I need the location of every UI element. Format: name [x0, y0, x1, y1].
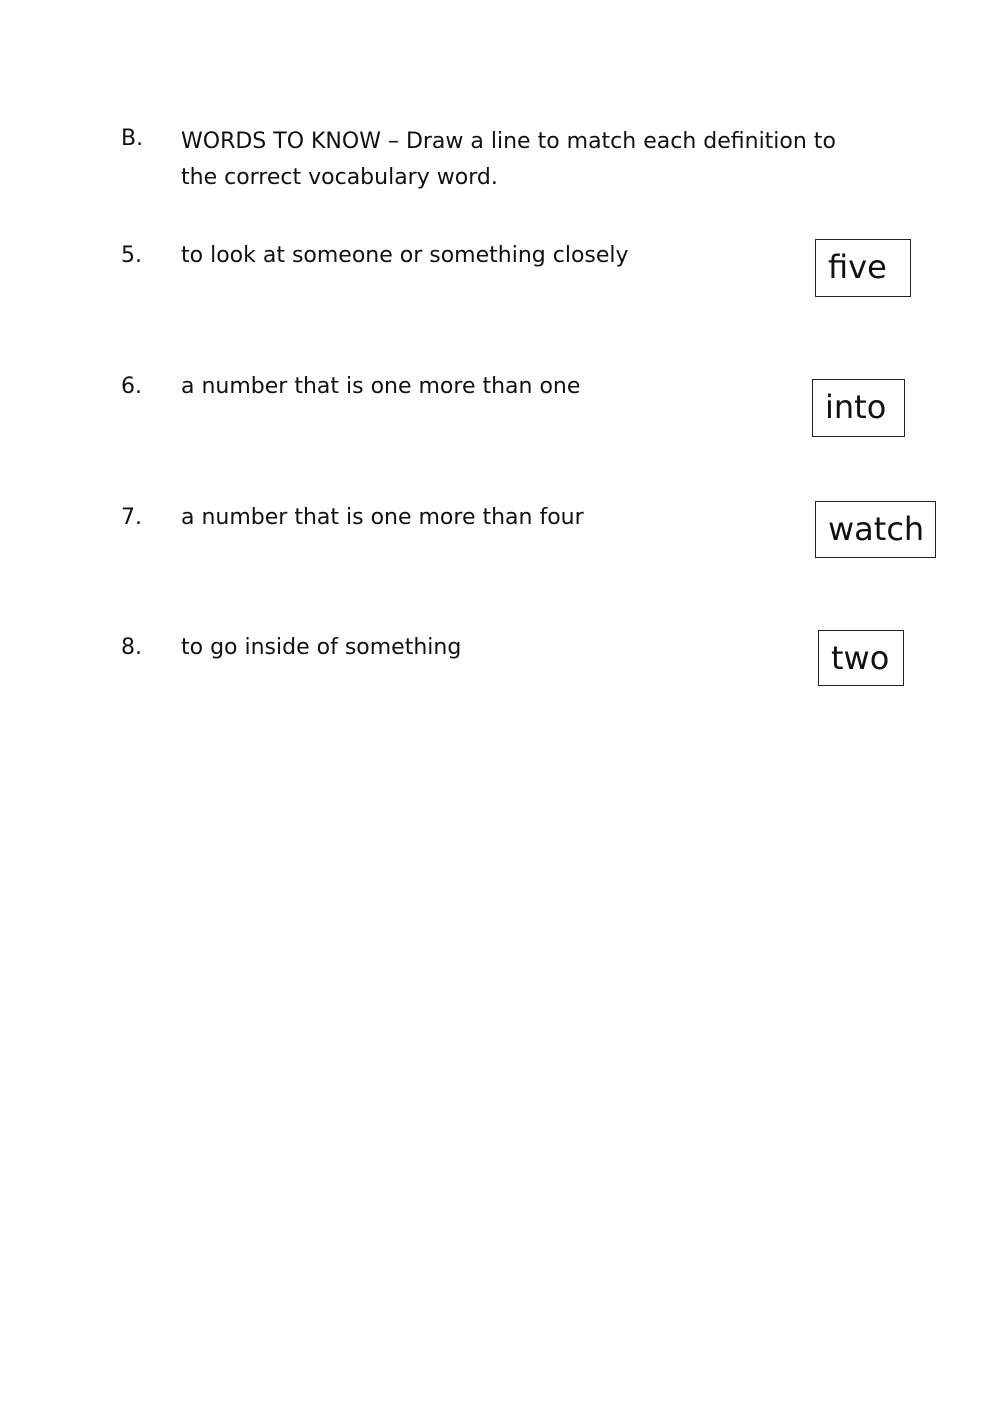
item-number: 5. — [121, 243, 142, 268]
item-number: 7. — [121, 505, 142, 530]
section-instructions: WORDS TO KNOW – Draw a line to match each definition to the correct vocabulary word. — [181, 129, 836, 190]
item-definition: to look at someone or something closely — [181, 243, 629, 268]
item-number: 6. — [121, 374, 142, 399]
word-box-five[interactable]: five — [815, 239, 911, 297]
word-box-two[interactable]: two — [818, 630, 904, 686]
word-box-into[interactable]: into — [812, 379, 905, 437]
item-number: 8. — [121, 635, 142, 660]
word-box-watch[interactable]: watch — [815, 501, 936, 558]
item-definition: to go inside of something — [181, 635, 462, 660]
section-letter: B. — [121, 126, 144, 151]
item-definition: a number that is one more than one — [181, 374, 581, 399]
item-definition: a number that is one more than four — [181, 505, 584, 530]
